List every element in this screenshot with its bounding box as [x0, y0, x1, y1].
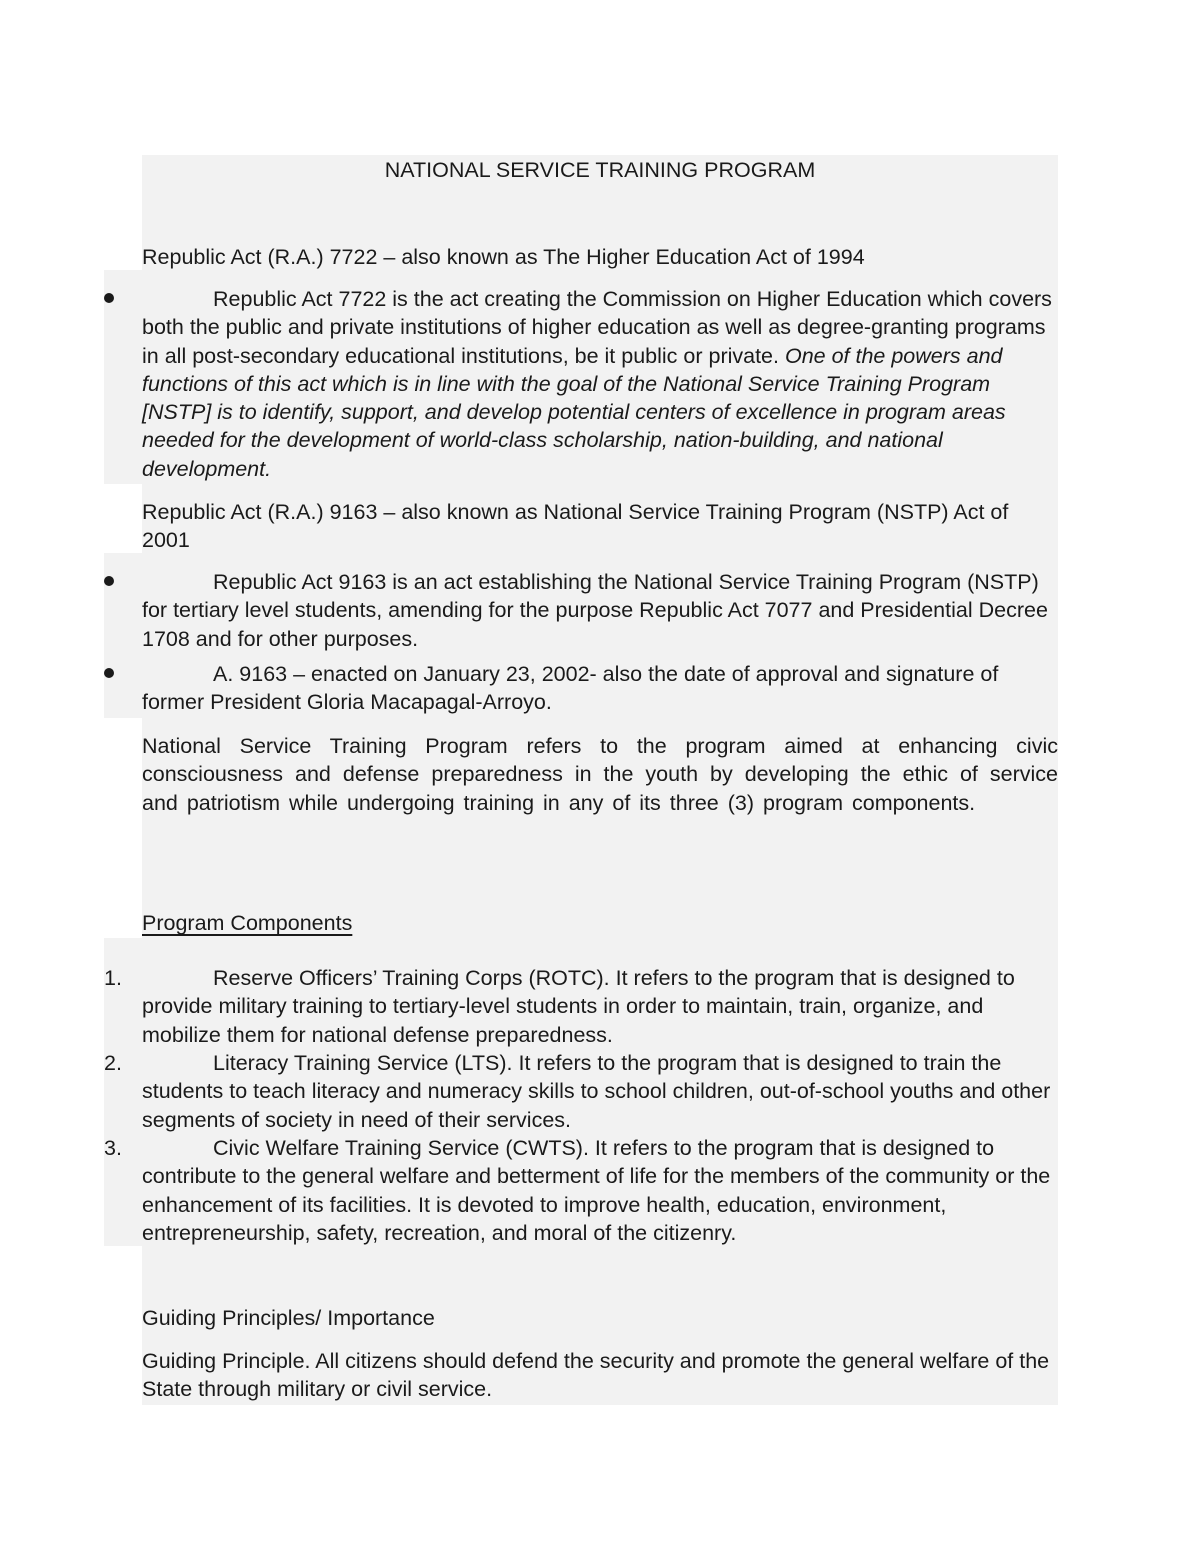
ra9163-bullet-2: A. 9163 – enacted on January 23, 2002- also the date of approval and signature of former President Gloria Macapagal-Arroyo. — [142, 662, 999, 715]
ra7722-bullet-plain: Republic Act 7722 is the act creating the Commission on Higher Education which covers both the public and private institutions of higher education as well as degree-granting programs in all post-secondary educational institutions, be it public or private. — [142, 287, 1052, 368]
bullet-icon — [104, 293, 114, 303]
component-number: 2. — [104, 1051, 122, 1075]
ra9163-heading: Republic Act (R.A.) 9163 – also known as National Service Training Program (NSTP) Act of 2001 — [142, 500, 1009, 553]
page-title: NATIONAL SERVICE TRAINING PROGRAM — [384, 158, 816, 182]
program-components-heading — [142, 909, 1058, 937]
component-number: 1. — [104, 966, 122, 990]
component-item-lts: Literacy Training Service (LTS). It refers to the program that is designed to train the students to teach literacy and numeracy skills to school children, out-of-school youths and other segments of society in need of their services. — [142, 1051, 1051, 1132]
program-components-heading-text: Program Components — [142, 911, 353, 935]
ra7722-bullet — [142, 285, 1058, 483]
component-item-cwts: Civic Welfare Training Service (CWTS). It refers to the program that is designed to contribute to the general welfare and betterment of life for the members of the community or the enhancement of its facilities. It is devoted to improve health, education, environment, entrepreneurship, safety, recreation, and moral of the citizenry. — [142, 1136, 1051, 1245]
bullet-icon — [104, 576, 114, 586]
guiding-principle-text: Guiding Principle. All citizens should defend the security and promote the general welfare of the State through military or civil service. — [142, 1349, 1050, 1402]
nstp-definition: National Service Training Program refers to the program aimed at enhancing civic consciousness and defense preparedness in the youth by developing the ethic of service and patriotism while undergoing training in any of its three (3) program components. — [142, 734, 1058, 815]
guiding-principles-heading: Guiding Principles/ Importance — [142, 1306, 435, 1330]
ra7722-heading: Republic Act (R.A.) 7722 – also known as The Higher Education Act of 1994 — [142, 245, 865, 269]
bullet-icon — [104, 668, 114, 678]
component-number: 3. — [104, 1136, 122, 1160]
component-item-rotc: Reserve Officers’ Training Corps (ROTC). It refers to the program that is designed to provide military training to tertiary-level students in order to maintain, train, organize, and mobilize them for national defense preparedness. — [142, 966, 1015, 1047]
ra9163-bullet-1: Republic Act 9163 is an act establishing the National Service Training Program (NSTP) for tertiary level students, amending for the purpose Republic Act 7077 and Presidential Decree 1708 and for other purposes. — [142, 570, 1048, 651]
ra7722-bullet-italic: One of the powers and functions of this act which is in line with the goal of the National Service Training Program [NSTP] is to identify, support, and develop potential centers of excellence in program areas needed for the development of world-class scholarship, nation-building, and national development. — [142, 343, 1006, 481]
